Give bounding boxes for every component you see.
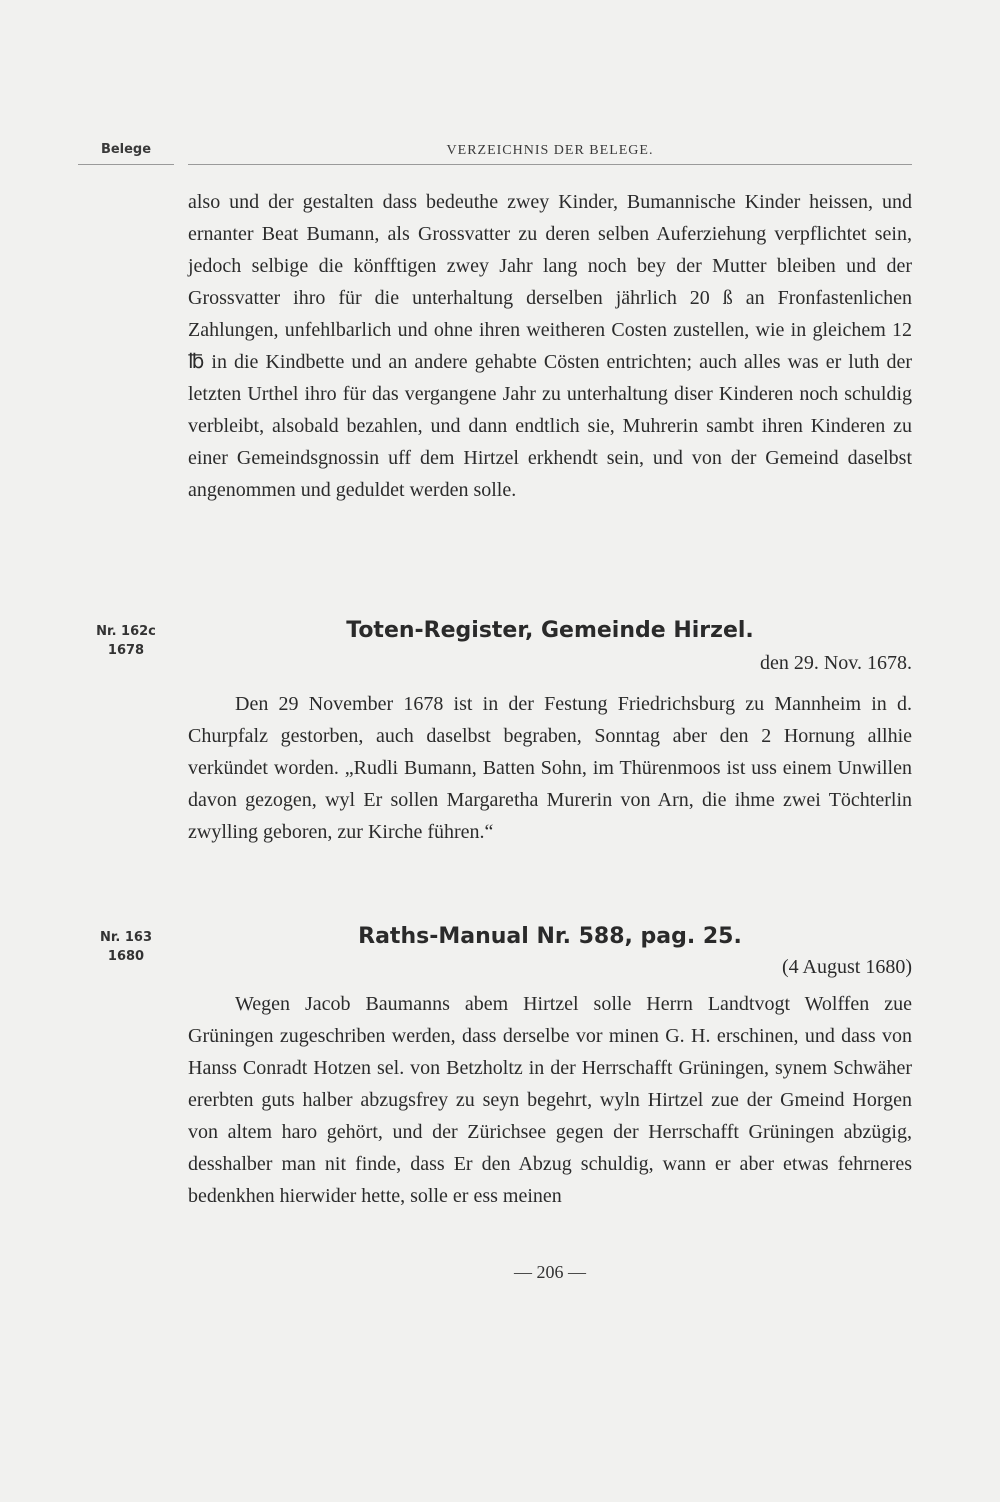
margin-header-rule: [78, 164, 174, 165]
entry-number: Nr. 163: [99, 930, 153, 945]
entry-year: 1680: [107, 949, 145, 964]
section-paragraph: Wegen Jacob Baumanns abem Hirtzel solle Herrn Landtvogt Wolffen zue Grüningen zugeschriben werden, dass derselbe vor minen G. H. erschinen, und dass von Hanss Conradt Hotzen sel. von Betzholtz in der Herrschafft Grüningen, synem Schwäher ererbten guts halber abzugsfrey zu seyn begehrt, wyln Hirtzel zue der Gmeind Horgen von altem haro gehört, und der Zürichsee gegen der Herrschafft Grüningen abzügig, desshalber man nit finde, dass Er den Abzug schuldig, wann er aber etwas fehrneres bedenkhen hierwider hette, solle er ess meinen: [188, 993, 912, 1207]
running-title: VERZEICHNIS DER BELEGE.: [446, 143, 654, 158]
intro-paragraph: also und der gestalten dass bedeuthe zwey Kinder, Bumannische Kinder heissen, und ernanter Beat Bumann, als Grossvatter zu deren selben Auferziehung verpflichtet sein, jedoch selbige die könfftigen zwey Jahr lang noch bey der Mutter bleiben und der Grossvatter ihro für die unterhaltung derselben jährlich 20 ß an Fronfastenlichen Zahlungen, unfehlbarlich und ohne ihren weitheren Costen zustellen, wie in gleichem 12 ℔ in die Kindbette und an andere gehabte Cösten entrichten; auch alles was er luth der letzten Urthel ihro für das vergangene Jahr zu unterhaltung diser Kinderen noch schuldig verbleibt, alsobald bezahlen, und dann endtlich sie, Muhrerin sambt ihren Kinderen zu einer Gemeindsgnossin uff dem Hirtzel erkhendt sein, und von der Gemeind daselbst angenommen und geduldet werden solle.: [188, 191, 912, 501]
margin-note-162c: [78, 622, 174, 660]
section-date: (4 August 1680): [782, 956, 912, 978]
page-number: — 206 —: [514, 1262, 586, 1282]
margin-note-163: [78, 928, 174, 966]
margin-header-label: Belege: [100, 142, 152, 157]
section-title: Raths-Manual Nr. 588, pag. 25.: [358, 924, 742, 949]
header-rule: [188, 164, 912, 165]
section-date: den 29. Nov. 1678.: [759, 652, 912, 674]
section-title: Toten-Register, Gemeinde Hirzel.: [346, 618, 754, 643]
section-paragraph: Den 29 November 1678 ist in der Festung Friedrichsburg zu Mannheim in d. Churpfalz gestorben, auch daselbst begraben, Sonntag aber den 2 Hornung allhie verkündet worden. „Rudli Bumann, Batten Sohn, im Thürenmoos ist uss einem Unwillen davon gezogen, wyl Er sollen Margaretha Murerin von Arn, die ihme zwei Töchterlin zwylling geboren, zur Kirche führen.“: [188, 693, 912, 843]
entry-year: 1678: [107, 643, 145, 658]
entry-number: Nr. 162c: [96, 624, 156, 639]
